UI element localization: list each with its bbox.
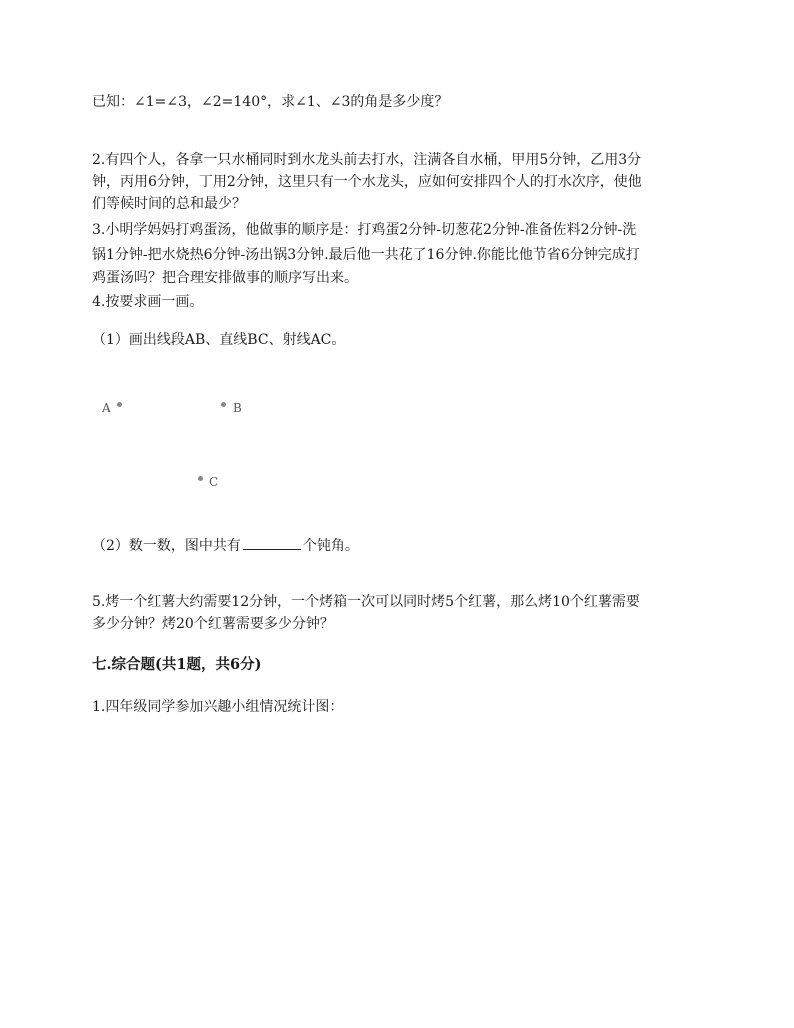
question-4-part-1: （1）画出线段AB、直线BC、射线AC。	[92, 332, 346, 348]
point-a-dot	[117, 402, 122, 407]
part-2-text-after: 个钝角。	[302, 538, 359, 554]
question-2-line-3: 们等候时间的总和最少？	[92, 196, 246, 212]
question-3-line-3: 鸡蛋汤吗？把合理安排做事的顺序写出来。	[92, 270, 358, 286]
question-3-line-1: 3.小明学妈妈打鸡蛋汤，他做事的顺序是：打鸡蛋2分钟-切葱花2分钟-准备佐料2分钟-洗	[92, 222, 637, 238]
point-c-label: C	[209, 475, 219, 489]
question-5-line-2: 多少分钟？烤20个红薯需要多少分钟？	[92, 616, 334, 632]
question-4-part-2	[92, 535, 359, 556]
question-angle-text: 已知：∠1=∠3，∠2=140°，求∠1、∠3的角是多少度？	[92, 94, 449, 110]
point-c-dot	[198, 476, 203, 481]
part-2-text-before: （2）数一数，图中共有	[92, 538, 241, 554]
question-2-line-1: 2.有四个人，各拿一只水桶同时到水龙头前去打水，注满各自水桶，甲用5分钟，乙用3分	[92, 152, 642, 168]
section-7-question-1: 1.四年级同学参加兴趣小组情况统计图：	[92, 699, 344, 715]
answer-blank[interactable]	[243, 535, 301, 550]
point-b-dot	[221, 402, 226, 407]
question-2-line-2: 钟，丙用6分钟，丁用2分钟，这里只有一个水龙头，应如何安排四个人的打水次序，使他	[92, 174, 642, 190]
point-a-label: A	[102, 401, 111, 415]
question-4-title: 4.按要求画一画。	[92, 294, 204, 310]
point-b-label: B	[233, 401, 242, 415]
question-3-line-2: 锅1分钟-把水烧热6分钟-汤出锅3分钟.最后他一共花了16分钟.你能比他节省6分钟完成打	[92, 247, 640, 263]
question-5-line-1: 5.烤一个红薯大约需要12分钟，一个烤箱一次可以同时烤5个红薯，那么烤10个红薯需要	[92, 594, 640, 610]
section-7-heading: 七.综合题(共1题，共6分)	[92, 656, 262, 673]
